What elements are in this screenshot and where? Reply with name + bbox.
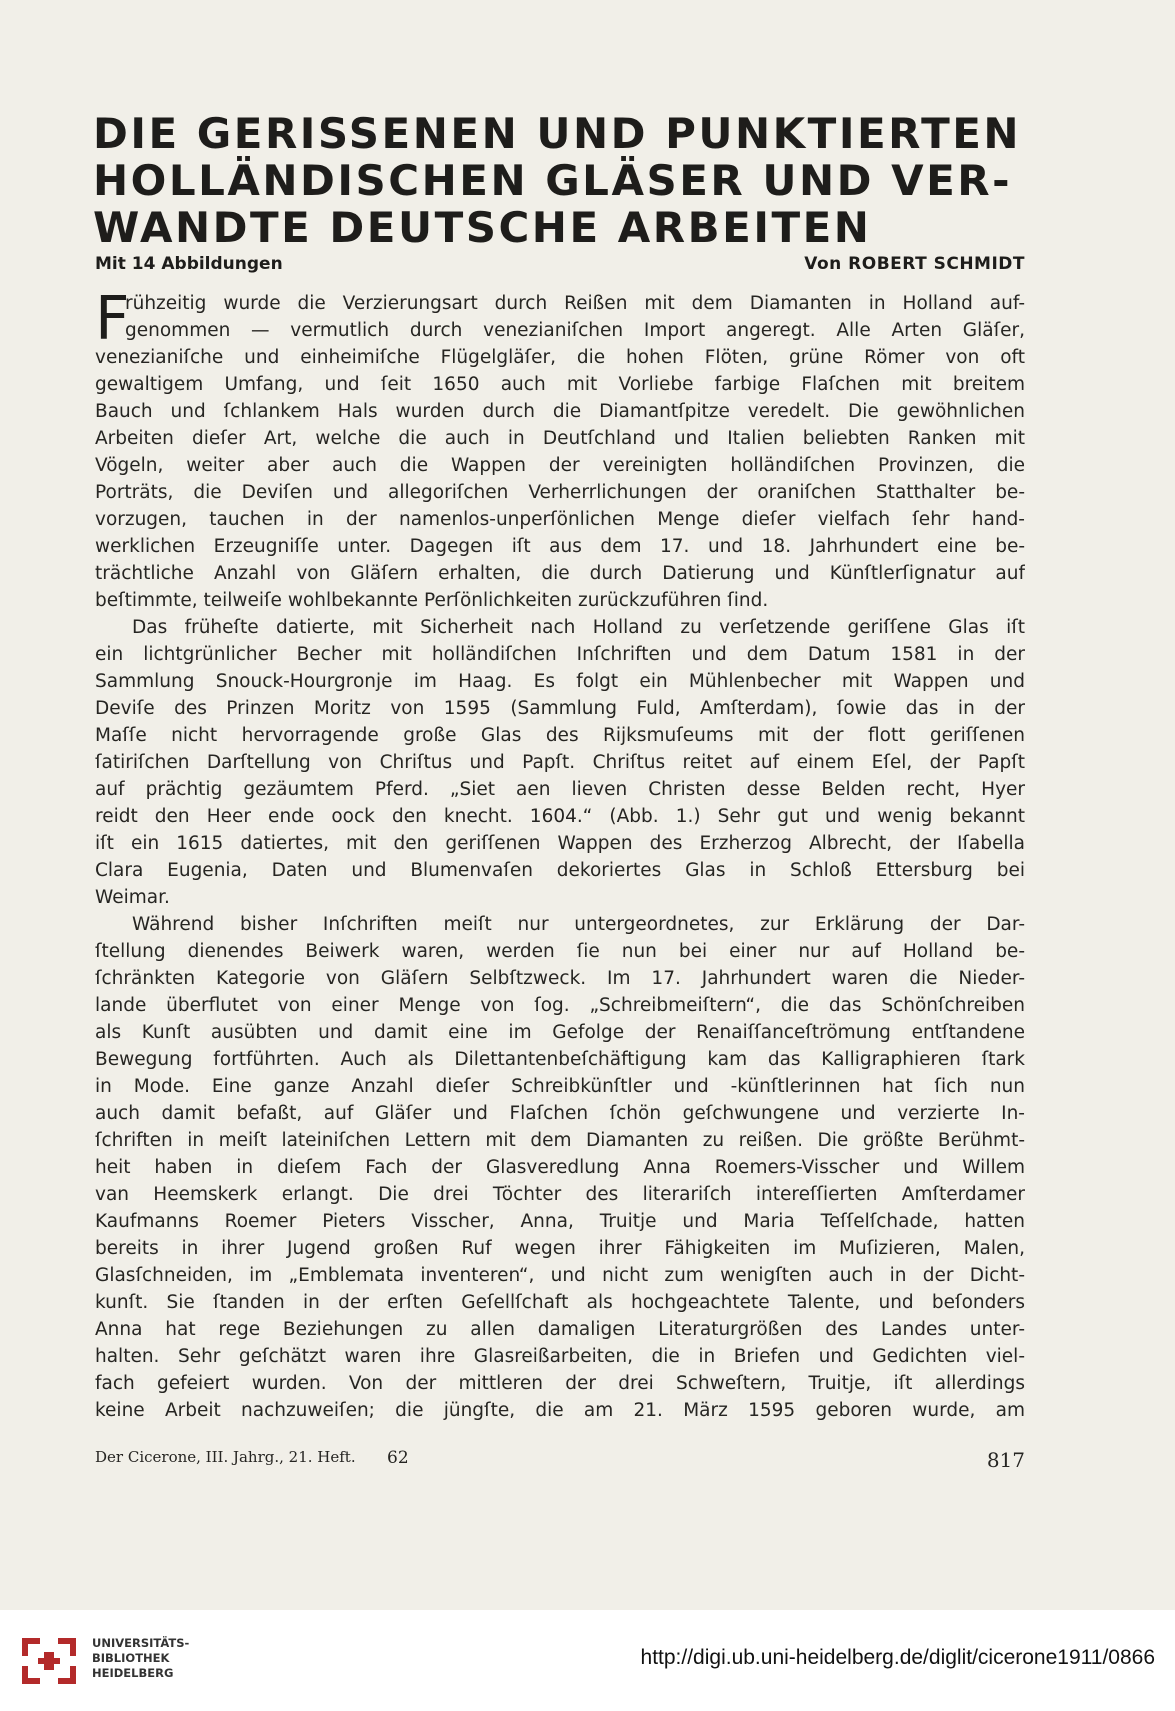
text-line: van Heemskerk erlangt. Die drei Töchter des literariſch intereſſierten Amſterdamer — [95, 1184, 1025, 1205]
signature-mark: 62 — [387, 1448, 409, 1468]
text-line: Arbeiten dieſer Art, welche die auch in Deutſchland und Italien beliebten Ranken mit — [95, 428, 1025, 449]
text-line: auf prächtig gezäumtem Pferd. „Siet aen lieven Christen desse Belden recht, Hyer — [95, 779, 1025, 800]
title-line: DIE GERISSENEN UND PUNKTIERTEN — [93, 109, 1022, 158]
text-line: bereits in ihrer Jugend großen Ruf wegen ihrer Fähigkeiten im Muſizieren, Malen, — [95, 1238, 1025, 1259]
journal-reference: Der Cicerone, III. Jahrg., 21. Heft. — [95, 1448, 356, 1466]
university-seal-icon — [18, 1632, 80, 1690]
text-line: als Kunſt ausübten und damit eine im Gefolge der Renaiſſanceſtrömung entſtandene — [95, 1022, 1025, 1043]
text-line: Während bisher Inſchriften meiſt nur untergeordnetes, zur Erklärung der Dar- — [132, 914, 1025, 935]
page-number: 817 — [986, 1448, 1025, 1472]
text-line: Glasſchneiden, im „Emblemata inventeren“, und nicht zum wenigſten auch in der Dicht- — [95, 1265, 1025, 1286]
text-line: werklichen Erzeugniſſe unter. Dagegen iſt aus dem 17. und 18. Jahrhundert eine be- — [95, 536, 1025, 557]
text-line: Anna hat rege Beziehungen zu allen damaligen Literaturgrößen des Landes unter- — [95, 1319, 1025, 1340]
article-body — [95, 284, 1025, 1424]
title-line: WANDTE DEUTSCHE ARBEITEN — [93, 203, 872, 252]
text-line: iſt ein 1615 datiertes, mit den geriſſenen Wappen des Erzherzog Albrecht, der Iſabella — [95, 833, 1025, 854]
text-line: ſtellung dienendes Beiwerk waren, werden ſie nun bei einer nur auf Holland be- — [95, 941, 1025, 962]
text-line: ſchränkten Kategorie von Gläſern Selbſtzweck. Im 17. Jahrhundert waren die Nieder- — [95, 968, 1025, 989]
subtitle: Mit 14 Abbildungen — [95, 254, 283, 274]
text-line: lande überflutet von einer Menge von ſog. „Schreibmeiſtern“, die das Schönſchreiben — [95, 995, 1025, 1016]
library-name — [92, 1636, 189, 1681]
text-line: reidt den Heer ende oock den knecht. 1604.“ (Abb. 1.) Sehr gut und wenig bekannt — [95, 806, 1025, 827]
text-line: vorzugen, tauchen in der namenlos-unperſönlichen Menge dieſer vielfach ſehr hand- — [95, 509, 1025, 530]
text-line: fach gefeiert wurden. Von der mittleren der drei Schweſtern, Truitje, iſt allerdings — [95, 1373, 1025, 1394]
text-line: rühzeitig wurde die Verzierungsart durch Reißen mit dem Diamanten in Holland auf- — [125, 293, 1025, 314]
text-line: beſtimmte, teilweiſe wohlbekannte Perſönlichkeiten zurückzuführen ſind. — [95, 590, 769, 611]
source-url[interactable]: http://digi.ub.uni-heidelberg.de/diglit/cicerone1911/0866 — [640, 1646, 1155, 1669]
title-line: HOLLÄNDISCHEN GLÄSER UND VER- — [93, 156, 1013, 205]
text-line: Kaufmanns Roemer Pieters Visscher, Anna, Truitje und Maria Teſſelſchade, hatten — [95, 1211, 1025, 1232]
text-line: in Mode. Eine ganze Anzahl dieſer Schreibkünſtler und -künſtlerinnen hat ſich nun — [95, 1076, 1025, 1097]
text-line: ſchriften in meiſt lateiniſchen Lettern mit dem Diamanten zu reißen. Die größte Berühmt- — [95, 1130, 1025, 1151]
text-line: keine Arbeit nachzuweiſen; die jüngſte, die am 21. März 1595 geboren wurde, am — [95, 1400, 1025, 1421]
text-line: Porträts, die Deviſen und allegoriſchen Verherrlichungen der oraniſchen Statthalter be- — [95, 482, 1025, 503]
text-line: Das früheſte datierte, mit Sicherheit nach Holland zu verſetzende geriſſene Glas iſt — [132, 617, 1025, 638]
text-line: Sammlung Snouck-Hourgronje im Haag. Es folgt ein Mühlenbecher mit Wappen und — [95, 671, 1025, 692]
library-bar — [0, 1610, 1175, 1711]
author-byline: Von ROBERT SCHMIDT — [804, 254, 1025, 274]
text-line: ſatiriſchen Darſtellung von Chriſtus und Papſt. Chriſtus reitet auf einem Eſel, der Papſt — [95, 752, 1025, 773]
library-name-line: UNIVERSITÄTS- — [92, 1636, 190, 1650]
text-line: Clara Eugenia, Daten und Blumenvaſen dekoriertes Glas in Schloß Ettersburg bei — [95, 860, 1025, 881]
text-line: genommen — vermutlich durch venezianiſchen Import angeregt. Alle Arten Gläſer, — [125, 320, 1025, 341]
text-line: auch damit befaßt, auf Gläſer und Flaſchen ſchön geſchwungene und verzierte In- — [95, 1103, 1025, 1124]
library-name-line: HEIDELBERG — [92, 1666, 174, 1680]
text-line: trächtliche Anzahl von Gläſern erhalten, die durch Datierung und Künſtlerſignatur auf — [95, 563, 1025, 584]
text-line: kunſt. Sie ſtanden in der erſten Geſellſchaft als hochgeachtete Talente, und beſonders — [95, 1292, 1025, 1313]
drop-cap: F — [95, 284, 130, 354]
article-title — [93, 110, 1023, 251]
text-line: gewaltigem Umfang, und ſeit 1650 auch mit Vorliebe farbige Flaſchen mit breitem — [95, 374, 1025, 395]
text-line: halten. Sehr geſchätzt waren ihre Glasreißarbeiten, die in Briefen und Gedichten viel- — [95, 1346, 1025, 1367]
library-name-line: BIBLIOTHEK — [92, 1651, 170, 1665]
text-line: heit haben in dieſem Fach der Glasveredlung Anna Roemers-Visscher und Willem — [95, 1157, 1025, 1178]
text-line: Deviſe des Prinzen Moritz von 1595 (Sammlung Fuld, Amſterdam), ſowie das in der — [95, 698, 1025, 719]
text-line: Bewegung fortführten. Auch als Dilettantenbeſchäftigung kam das Kalligraphieren ſtark — [95, 1049, 1025, 1070]
text-line: Weimar. — [95, 887, 170, 908]
text-line: Vögeln, weiter aber auch die Wappen der vereinigten holländiſchen Provinzen, die — [95, 455, 1025, 476]
text-line: venezianiſche und einheimiſche Flügelgläſer, die hohen Flöten, grüne Römer von oft — [95, 347, 1025, 368]
text-line: ein lichtgrünlicher Becher mit holländiſchen Inſchriften und dem Datum 1581 in der — [95, 644, 1025, 665]
text-line: Maſſe nicht hervorragende große Glas des Rijksmuſeums mit der flott geriſſenen — [95, 725, 1025, 746]
text-line: Bauch und ſchlankem Hals wurden durch die Diamantſpitze veredelt. Die gewöhnlichen — [95, 401, 1025, 422]
